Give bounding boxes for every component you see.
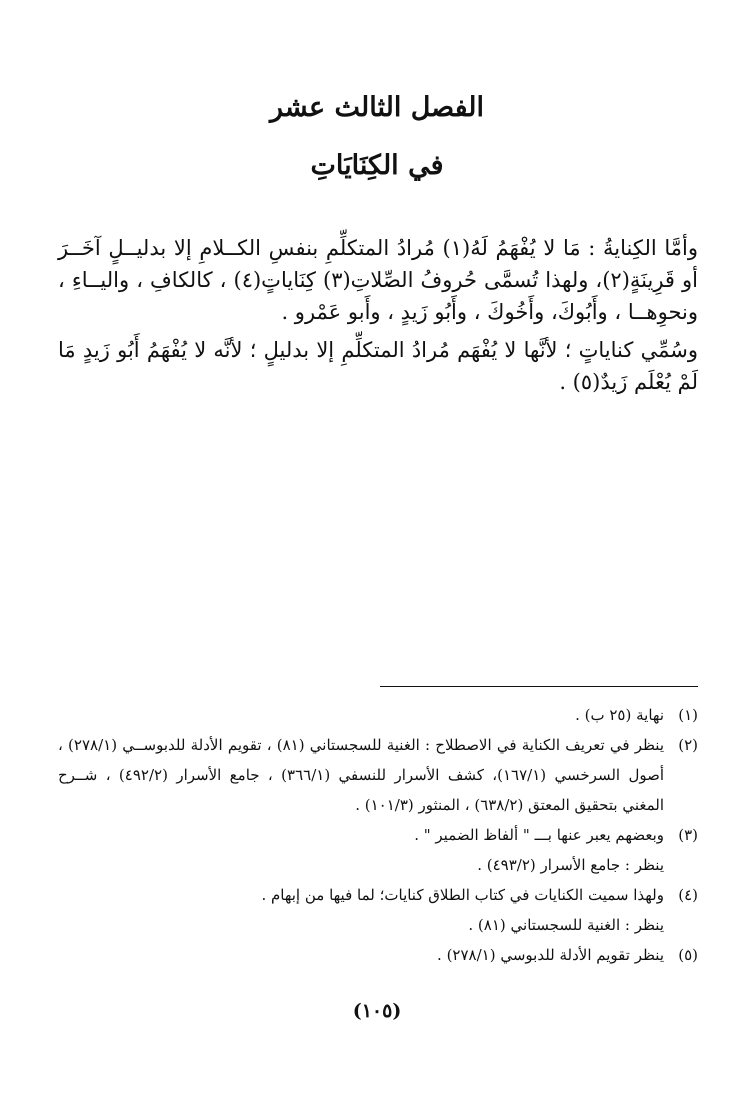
footnote-number: (٣) — [678, 826, 698, 844]
footnote-separator — [380, 686, 698, 687]
footnote-reference: ينظر : جامع الأسرار (٤٩٣/٢) . — [477, 856, 664, 874]
page-number: (١٠٥) — [352, 1000, 402, 1022]
footnote — [58, 940, 698, 970]
footnote-text: نهاية (٢٥ ب) . — [575, 706, 664, 724]
footnote-number: (٢) — [678, 736, 698, 754]
footnote-text: ينظر تقويم الأدلة للدبوسي (٢٧٨/١) . — [437, 946, 664, 964]
footnote-number: (١) — [678, 706, 698, 724]
footnote-text: ولهذا سميت الكنايات في كتاب الطلاق كنايات؛ لما فيها من إبهام . — [261, 886, 664, 904]
footnote — [58, 700, 698, 730]
body-paragraph: وأمَّا الكِنايةُ : مَا لا يُفْهَمُ لَهُ(١) مُرادُ المتكلِّمِ بنفسِ الكــلامِ إلا بدليــلٍ آخَــرَ أو قَرِينَةٍ(٢)، ولهذا تُسمَّى حُروفُ الصِّلاتِ(٣) كِنَاياتٍ(٤) ، كالكافِ ، واليــاءِ ، ونحوِهــا ، وأَبُوكَ، وأَخُوكَ ، وأَبُو زَيدٍ ، وأَبو عَمْرو . — [58, 236, 698, 324]
footnote — [58, 880, 698, 910]
footnotes — [58, 700, 698, 970]
footnote-text: ينظر في تعريف الكناية في الاصطلاح : الغنية للسجستاني (٨١) ، تقويم الأدلة للدبوســي (٢٧٨/١) ، أصول السرخسي (١٦٧/١)، كشف الأسرار للنسفي (٣٦٦/١) ، جامع الأسرار (٤٩٢/٢) ، شــرح المغني بتحقيق المعتق (٦٣٨/٢) ، المنثور (١٠١/٣) . — [58, 736, 664, 814]
body-paragraph: وسُمِّي كناياتٍ ؛ لأنَّها لا يُفْهَم مُرادُ المتكلِّمِ إلا بدليلٍ ؛ لأنَّه لا يُفْهَمُ أَبُو زَيدٍ مَا لَمْ يُعْلَم زَيدٌ(٥) . — [58, 338, 698, 394]
footnote-text: وبعضهم يعبر عنها بـــ " ألفاظ الضمير " . — [414, 826, 664, 844]
footnote-number: (٤) — [678, 886, 698, 904]
section-title: في الكِنَايَاتِ — [310, 150, 444, 181]
footnote-reference: ينظر : الغنية للسجستاني (٨١) . — [468, 916, 664, 934]
footnote — [58, 730, 698, 820]
chapter-title: الفصل الثالث عشر — [270, 92, 484, 123]
footnote — [58, 820, 698, 850]
body-text — [58, 232, 698, 398]
footnote-number: (٥) — [678, 946, 698, 964]
